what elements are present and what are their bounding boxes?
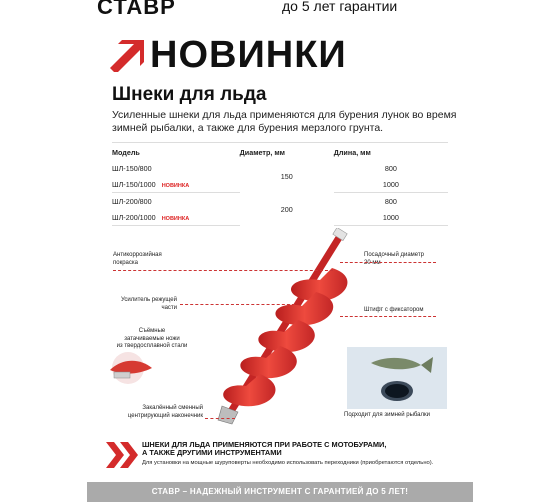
fish-photo-illustration — [347, 347, 447, 409]
new-badge: НОВИНКА — [161, 182, 190, 189]
callout-line: покраска — [113, 259, 138, 266]
model-name: ШЛ-150/1000 — [112, 179, 156, 189]
section-title: Шнеки для льда — [112, 84, 267, 105]
length-cell: 1000 — [334, 209, 448, 226]
callout-line: Посадочный диаметр — [364, 252, 424, 258]
length-cell: 800 — [384, 196, 397, 206]
callout-seat-diameter — [364, 252, 424, 267]
model-name: ШЛ-200/1000 — [112, 212, 156, 222]
length-cell: 1000 — [334, 176, 448, 193]
warning-note: Для установки на мощные шуруповерты необходимо использовать переходники (приобретаются отдельно). — [142, 460, 434, 466]
callout-coating — [113, 252, 162, 267]
leader-line — [205, 418, 235, 419]
leader-line — [180, 304, 295, 305]
fish-photo — [347, 347, 447, 409]
model-name: ШЛ-150/800 — [112, 163, 152, 173]
callout-line: части — [161, 304, 177, 311]
callout-line: 20 мм — [364, 259, 381, 266]
guarantee-text: до 5 лет гарантии — [282, 0, 398, 14]
callout-line: Усилитель режущей — [121, 297, 177, 303]
warning-text — [142, 441, 432, 457]
diameter-cell: 200 — [280, 204, 293, 214]
model-cell — [112, 160, 240, 176]
section-description: Усиленные шнеки для льда применяются для бурения лунок во время зимней рыбалки, а также для бурения мерзлого грунта. — [112, 109, 457, 134]
table-row — [112, 160, 448, 176]
callout-line: Съёмные — [138, 328, 166, 334]
new-badge: НОВИНКА — [161, 215, 190, 222]
callout-reinforcement — [113, 297, 177, 312]
header-length: Длина, мм — [334, 143, 448, 161]
warning-line: ШНЕКИ ДЛЯ ЛЬДА ПРИМЕНЯЮТСЯ ПРИ РАБОТЕ С МОТОБУРАМИ, — [142, 440, 387, 449]
callout-pin — [364, 307, 424, 315]
callout-line: затачиваемые ножи — [124, 335, 180, 342]
callout-tip — [113, 405, 203, 420]
photo-caption: Подходит для зимней рыбалки — [344, 412, 431, 418]
callout-knives — [113, 328, 191, 351]
top-bar — [0, 0, 560, 22]
brand-logo: СТАВР — [97, 0, 176, 19]
callout-line: Закалённый сменный — [142, 405, 203, 411]
spec-table — [112, 142, 448, 226]
table-header-row — [112, 143, 448, 161]
model-cell — [112, 209, 240, 226]
arrow-icon — [108, 38, 148, 72]
model-cell — [112, 176, 240, 193]
model-cell — [112, 193, 240, 210]
warning-line: А ТАКЖЕ ДРУГИМИ ИНСТРУМЕНТАМИ — [142, 448, 282, 458]
length-cell: 800 — [384, 163, 397, 173]
leader-line — [113, 270, 333, 271]
callout-line: из твердосплавной стали — [116, 343, 188, 349]
diameter-cell: 150 — [280, 171, 293, 181]
footer-banner: СТАВР – НАДЕЖНЫЙ ИНСТРУМЕНТ С ГАРАНТИЕЙ ДО 5 ЛЕТ! — [87, 482, 473, 502]
header-model: Модель — [112, 143, 240, 161]
hero-title: НОВИНКИ — [150, 34, 347, 76]
model-name: ШЛ-200/800 — [112, 196, 152, 206]
leader-line — [340, 316, 436, 317]
leader-line — [340, 262, 436, 263]
header-diameter: Диаметр, мм — [240, 143, 334, 161]
chevrons-icon — [106, 440, 140, 470]
callout-line: Штифт с фиксатором — [364, 307, 424, 313]
callout-line: Антикоррозийная — [113, 252, 162, 258]
callout-line: центрирующий наконечник — [127, 412, 203, 419]
table-row — [112, 193, 448, 210]
